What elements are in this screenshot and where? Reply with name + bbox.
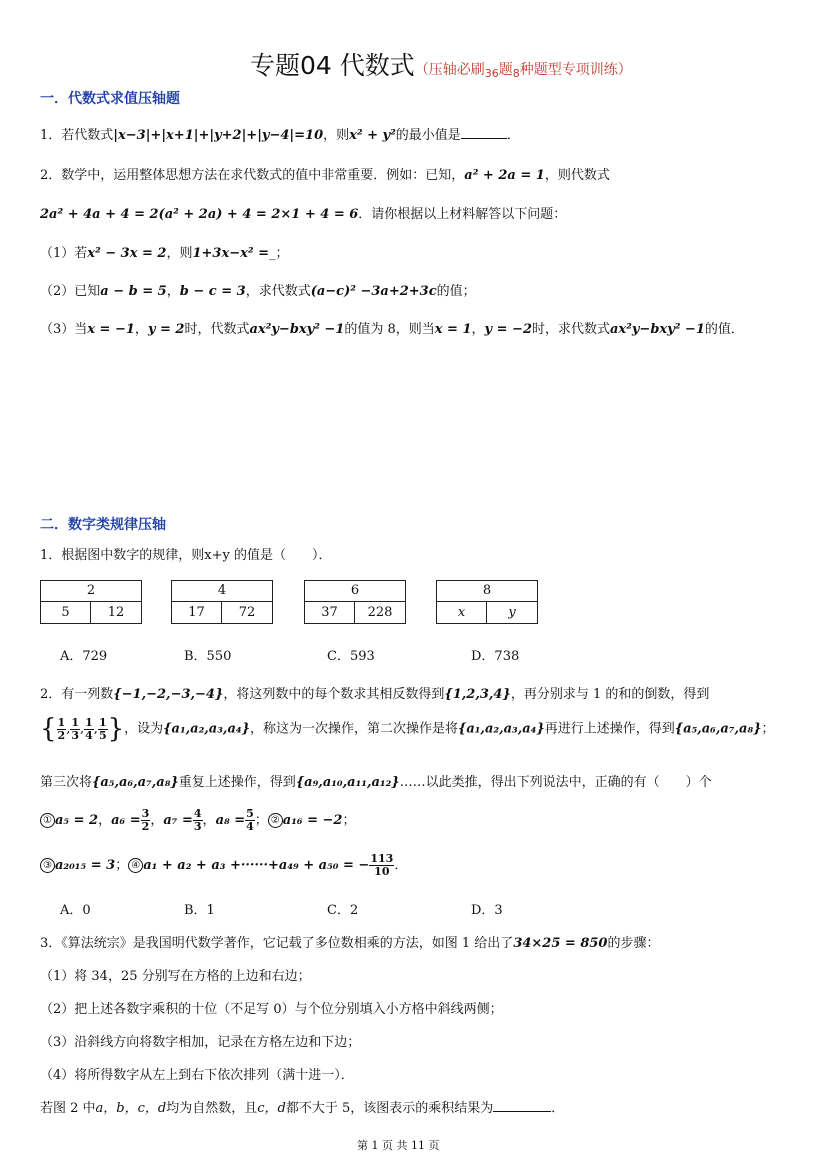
title-main: 专题04 代数式 — [250, 51, 415, 80]
s2-q3-l6c: 都不大于 5，该图表示的乘积结果为 — [285, 1101, 494, 1116]
s2-q2-s1a: a₅ = 2 — [55, 813, 99, 828]
s2-q2-l2e1: {a₁,a₂,a₃,a₄} — [163, 721, 250, 737]
circled-3-icon: ③ — [40, 858, 55, 873]
s2-q2-line2: { $\frac{1}{2}$ , $\frac{1}{3}$ , $\frac{1}{4}$ , $\frac{1}{5}$ }，设为{a₁,a₂,a₃,a₄}，称这为一次操作，第二次操作是将{a₁,a₂,a₃,a₄}再进行上述操作，得到{a₅,a₆,a₇,a₈}； — [40, 714, 775, 744]
fraction: $\frac{1}{2}$ — [57, 715, 66, 742]
s1-q2-p1b: ，则 — [166, 246, 193, 261]
s1-q1-end: ． — [506, 128, 520, 143]
s2-q2-s1d: a₈ = — [215, 813, 246, 828]
sep: ， — [150, 813, 164, 828]
number-box-3 — [304, 580, 406, 624]
circled-4-icon: ④ — [128, 858, 143, 873]
s2-q2-line1 — [40, 683, 709, 702]
s2-q2-l2a: ，设为 — [124, 721, 164, 737]
semi: ； — [254, 813, 268, 828]
brace-right-icon: } — [107, 714, 125, 744]
fraction: $\frac{1}{4}$ — [85, 715, 93, 742]
s1-q1-expr2: x² + y² — [349, 128, 396, 143]
brace-left-icon: { — [40, 714, 57, 744]
s2-q2-l2e2: {a₁,a₂,a₃,a₄} — [457, 721, 545, 737]
s2-q2-s3a: a₂₀₁₅ = 3 — [55, 858, 116, 873]
title-sub-c: 种题型专项训练） — [519, 62, 632, 78]
s2-q3-l6vars: a，b，c，d — [95, 1101, 167, 1116]
s1-q2-p2sep: ， — [166, 284, 180, 299]
s1-q2-part1 — [40, 242, 289, 261]
s2-q2-s4a: a₁ + a₂ + a₃ +······+a₄₉ + a₅₀ = − — [143, 858, 370, 873]
s1-q2-p3e2: y = 2 — [147, 322, 185, 337]
fraction: $\frac{113}{10}$ — [370, 852, 394, 878]
page-title — [250, 46, 632, 82]
s1-q1-prefix: 1．若代数式 — [40, 128, 114, 143]
title-sub-b: 题 — [498, 62, 513, 78]
s2-q3-line1 — [40, 932, 659, 951]
dot: ． — [394, 858, 408, 873]
s2-q3-l1a: 3．《算法统宗》是我国明代数学著作，它记载了多位数相乘的方法，如图 1 给出了 — [40, 936, 514, 951]
fraction: $\frac{1}{3}$ — [71, 715, 79, 742]
option-c[interactable]: C．593 — [327, 649, 375, 664]
s1-q2-p3c: 的值为 8，则当 — [344, 322, 435, 337]
box-bottom-left: 37 — [305, 602, 355, 623]
s1-q2-line1 — [40, 164, 610, 183]
box-top: 2 — [41, 581, 141, 602]
s2-q2-l3e2: {a₉,a₁₀,a₁₁,a₁₂} — [295, 775, 400, 790]
s2-q2-l1e1: {−1,−2,−3,−4} — [113, 687, 224, 702]
q2-option-d[interactable]: D．3 — [471, 903, 503, 918]
s2-q2-l1a: 2．有一列数 — [40, 687, 114, 702]
semi: ； — [115, 858, 129, 873]
s2-q2-l2c: 再进行上述操作，得到 — [544, 721, 675, 737]
section-heading-2: 二．数字类规律压轴 — [40, 517, 166, 533]
s2-q2-statements-2 — [40, 853, 407, 878]
number-box-1 — [40, 580, 142, 624]
box-bottom-right: 228 — [367, 605, 393, 620]
title-sub-n2: 8 — [512, 67, 520, 80]
s1-q2-l2b: ．请你根据以上材料解答以下问题： — [358, 207, 567, 222]
s1-q2-p3e3: ax²y−bxy² −1 — [249, 322, 345, 337]
s1-q2-p3d: 时，求代数式 — [531, 322, 610, 337]
s1-q2-l1b: ，则代数式 — [544, 168, 610, 183]
s1-q2-p3e: 的值． — [704, 322, 744, 337]
answer-blank[interactable] — [493, 1100, 551, 1112]
s1-q2-p2c: 的值； — [436, 284, 476, 299]
box-bottom-right: 12 — [107, 605, 125, 620]
s2-q3-l6b: 均为自然数，且 — [166, 1101, 258, 1116]
s2-q3-step1: （1）将 34，25 分别写在方格的上边和右边； — [40, 969, 311, 984]
option-b[interactable]: B．550 — [184, 649, 232, 664]
s1-q2-p1a: （1）若 — [40, 246, 88, 261]
s1-q2-p3e4: x = 1 — [434, 322, 472, 337]
s1-q2-p1expr2: 1+3x−x² = — [192, 246, 269, 261]
s1-q2-part2 — [40, 280, 476, 299]
circled-2-icon: ② — [268, 813, 283, 828]
s2-q2-l1b: ，将这列数中的每个数求其相反数得到 — [223, 687, 445, 702]
s1-q1-suffix: 的最小值是 — [395, 128, 461, 143]
s2-q2-l2e3: {a₅,a₆,a₇,a₈} — [674, 721, 762, 737]
s1-q2-part3 — [40, 318, 744, 337]
s2-q2-s1b: a₆ = — [111, 813, 141, 828]
section-heading-1: 一．代数式求值压轴题 — [40, 91, 180, 107]
box-bottom-left: 5 — [41, 602, 91, 623]
s2-q3-l6a: 若图 2 中 — [40, 1101, 96, 1116]
q2-option-b[interactable]: B．1 — [184, 903, 215, 918]
sep: ， — [98, 813, 112, 828]
s1-q2-p3e6: ax²y−bxy² −1 — [610, 322, 705, 337]
fraction: $\frac{5}{4}$ — [246, 807, 254, 833]
option-d[interactable]: D．738 — [471, 649, 520, 664]
s2-q3-l6vars2: c，d — [257, 1101, 286, 1116]
title-sub-n1: 36 — [484, 67, 499, 80]
s1-q2-p2b: ，求代数式 — [245, 284, 311, 299]
s2-q2-l2b: ，称这为一次操作，第二次操作是将 — [249, 721, 458, 737]
s2-q2-l3e1: {a₅,a₆,a₇,a₈} — [92, 775, 179, 790]
s1-q2-p2a: （2）已知 — [40, 284, 101, 299]
q2-option-a[interactable]: A．0 — [60, 903, 91, 918]
s1-q2-l1expr: a² + 2a = 1 — [464, 168, 545, 183]
s2-q2-s2a: a₁₆ = −2 — [282, 813, 343, 828]
s1-q2-p2expr: a − b = 5 — [100, 284, 167, 299]
fraction: $\frac{3}{2}$ — [141, 807, 150, 833]
s1-q2-p2expr3: (a−c)² −3a+2+3c — [310, 284, 437, 299]
s2-q3-l6d: ． — [551, 1101, 565, 1116]
s2-q3-l1b: 的步骤： — [607, 936, 660, 951]
s2-q3-step2: （2）把上述各数字乘积的十位（不足写 0）与个位分别填入小方格中斜线两侧； — [40, 1002, 503, 1017]
s1-q1-expr: |x−3|+|x+1|+|y+2|+|y−4|=10 — [113, 128, 324, 143]
s2-q2-line3 — [40, 771, 712, 790]
s1-q2-p1expr: x² − 3x = 2 — [87, 246, 167, 261]
answer-blank[interactable] — [461, 127, 507, 139]
s2-q2-l1c: ，再分别求与 1 的和的倒数，得到 — [510, 687, 710, 702]
title-sub — [415, 62, 632, 78]
number-box-4 — [436, 580, 538, 624]
s2-q3-step4: （4）将所得数字从左上到右下依次排列（满十进一）． — [40, 1068, 354, 1083]
box-bottom-right: 72 — [238, 605, 256, 620]
s2-q2-l2d: ； — [761, 721, 775, 737]
box-bottom-right: y — [508, 605, 516, 620]
s1-q1-mid: ，则 — [323, 128, 350, 143]
s1-q2-p3s2: ， — [471, 322, 485, 337]
number-box-2 — [171, 580, 273, 624]
s2-q3-step3: （3）沿斜线方向将数字相加，记录在方格左边和下边； — [40, 1035, 361, 1050]
fraction: $\frac{4}{3}$ — [193, 807, 202, 833]
title-sub-a: （压轴必刷 — [414, 62, 485, 78]
s2-q2-l3a: 第三次将 — [40, 775, 93, 790]
s1-q2-p3e1: x = −1 — [87, 322, 135, 337]
s2-q3-line6 — [40, 1097, 564, 1116]
circled-1-icon: ① — [40, 813, 55, 828]
s1-q2-p2expr2: b − c = 3 — [179, 284, 246, 299]
semi: ； — [342, 813, 356, 828]
s2-q1-text: 1．根据图中数字的规律，则x+y 的值是（ ）． — [40, 548, 332, 563]
s2-q2-l3c: ……以此类推，得出下列说法中，正确的有（ ）个 — [399, 775, 712, 790]
s1-q2-p3b: 时，代数式 — [184, 322, 250, 337]
s2-q2-s1c: a₇ = — [163, 813, 193, 828]
s1-q2-p3s1: ， — [134, 322, 148, 337]
s1-q1 — [40, 124, 520, 143]
box-bottom-left: x — [437, 602, 487, 623]
box-bottom-left: 17 — [172, 602, 222, 623]
page-footer: 第 1 页 共 11 页 — [357, 1139, 440, 1152]
box-top: 8 — [437, 581, 537, 602]
s1-q2-p1c: _； — [268, 246, 289, 261]
sep: ， — [202, 813, 216, 828]
s1-q2-l2expr: 2a² + 4a + 4 = 2(a² + 2a) + 4 = 2×1 + 4 = 6 — [40, 207, 359, 222]
option-a[interactable]: A．729 — [60, 649, 108, 664]
s1-q2-l1a: 2．数学中，运用整体思想方法在求代数式的值中非常重要．例如：已知， — [40, 168, 465, 183]
s2-q2-l3b: 重复上述操作，得到 — [178, 775, 296, 790]
box-top: 4 — [172, 581, 272, 602]
s2-q3-l1e: 34×25 = 850 — [513, 936, 608, 951]
fraction: $\frac{1}{5}$ — [98, 715, 107, 742]
s1-q2-line2 — [40, 203, 566, 222]
s2-q2-l1e2: {1,2,3,4} — [444, 687, 511, 702]
s2-q2-statements-1 — [40, 808, 356, 833]
box-top: 6 — [305, 581, 405, 602]
q2-option-c[interactable]: C．2 — [327, 903, 359, 918]
s1-q2-p3a: （3）当 — [40, 322, 88, 337]
s1-q2-p3e5: y = −2 — [484, 322, 532, 337]
